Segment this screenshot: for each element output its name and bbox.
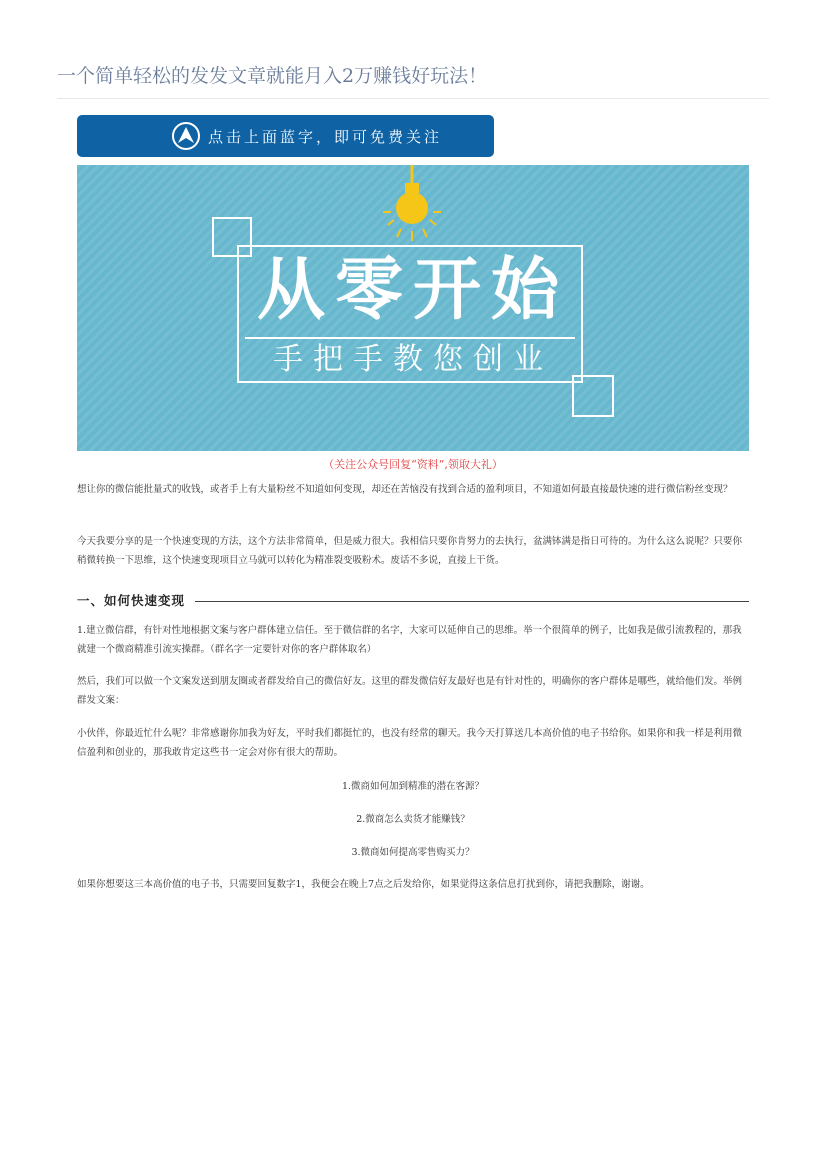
section-heading-text: 一、如何快速变现 [77, 593, 186, 608]
hero-caption: （关注公众号回复“资料”,领取大礼） [323, 458, 503, 471]
section-paragraph-1: 1.建立微信群，有针对性地根据文案与客户群体建立信任。至于微信群的名字，大家可以延伸自己的思维。举一个很简单的例子，比如我是做引流教程的，那我就建一个微商精准引流实操群。（群名字一定要针对你的客户群体取名） [77, 625, 742, 655]
title-divider [57, 98, 769, 99]
intro-paragraph: 想让你的微信能批量式的收钱，或者手上有大量粉丝不知道如何变现，却还在苦恼没有找到合适的盈利项目，不知道如何最直接最快速的进行微信粉丝变现？ [77, 484, 733, 495]
follow-banner[interactable] [77, 115, 494, 157]
hero-main-text: 从零开始 [256, 251, 569, 330]
section-paragraph-2: 然后，我们可以做一个文案发送到朋友圈或者群发给自己的微信好友。这里的群发微信好友最好也是有针对性的，明确你的客户群体是哪些，就给他们发。举例群发文案： [77, 676, 743, 706]
hero-banner [77, 165, 749, 451]
arrow-up-circle-icon [171, 121, 201, 151]
method-paragraph: 今天我要分享的是一个快速变现的方法，这个方法非常简单，但是威力很大。我相信只要你肯努力的去执行，盆满钵满是指日可待的。为什么这么说呢？只要你稍微转换一下思维，这个快速变现项目立马就可以转化为精准裂变吸粉术。废话不多说，直接上干货。 [77, 536, 743, 566]
ebook-item: 3.微商如何提高零售购买力？ [351, 847, 475, 858]
article-title: 一个简单轻松的发发文章就能月入2万赚钱好玩法！ [57, 65, 488, 87]
ebook-item: 2.微商怎么卖货才能赚钱？ [356, 814, 470, 825]
section-paragraph-4: 如果你想要这三本高价值的电子书，只需要回复数字1，我便会在晚上7点之后发给你，如果觉得这条信息打扰到你，请把我删除，谢谢。 [77, 879, 650, 890]
hero-square-decoration [572, 375, 614, 417]
section-heading-rule [195, 601, 749, 602]
section-heading [77, 590, 749, 610]
hero-sub-text: 手把手教您创业 [273, 342, 553, 377]
ebook-item: 1.微商如何加到精准的潜在客源？ [341, 781, 485, 792]
follow-banner-text: 点击上面蓝字，即可免费关注 [208, 127, 443, 146]
section-paragraph-3: 小伙伴，你最近忙什么呢？非常感谢你加我为好友，平时我们都挺忙的，也没有经常的聊天。我今天打算送几本高价值的电子书给你。如果你和我一样是利用微信盈利和创业的，那我敢肯定这些书一定会对你有很大的帮助。 [77, 728, 743, 758]
